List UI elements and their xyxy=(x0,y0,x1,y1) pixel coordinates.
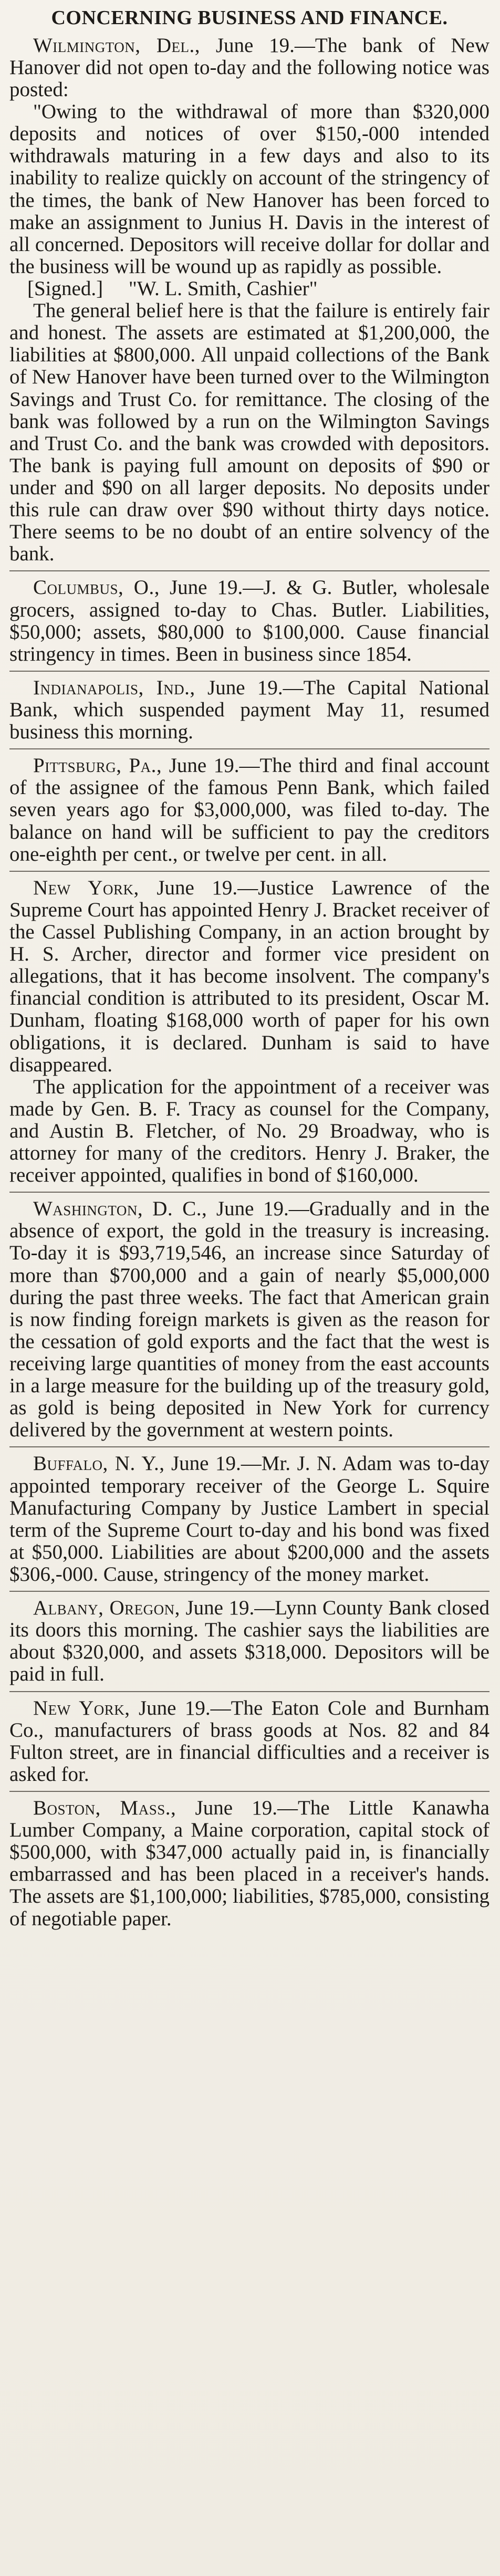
article-paragraph xyxy=(9,1198,489,1441)
article-paragraph xyxy=(9,35,489,101)
divider xyxy=(9,1446,489,1447)
dateline: Columbus, O., xyxy=(33,576,160,599)
article-paragraph: "Owing to the withdrawal of more than $320,000 deposits and notices of over $150,-000 intended withdrawals maturing in a few days and also to its inability to realize quickly on account of the stringency of the times, the bank of New Hanover has been forced to make an assignment to Junius H. Davis in the interest of all concerned. Depositors will receive dollar for dollar and the business will be wound up as rapidly as possible. xyxy=(9,100,489,278)
article-text: June 19.—Gradually and in the absence of export, the gold in the treasury is increasing. To-day it is $93,719,546, an increase since Saturday of more than $700,000 and a gain of nearly $5,000,000 during the past three weeks. The fact that American grain is now finding foreign markets is given as the reason for the cessation of gold exports and the fact that the west is receiving large quantities of money from the east accounts in a large measure for the building up of the treasury gold, as gold is being deposited in New York for currency delivered by the government at western points. xyxy=(9,1197,489,1442)
article-paragraph xyxy=(9,1453,489,1586)
dateline: Boston, Mass., xyxy=(33,1797,176,1819)
article-new-york-eaton xyxy=(9,1697,489,1786)
article-paragraph xyxy=(9,1597,489,1685)
headline: CONCERNING BUSINESS AND FINANCE. xyxy=(51,7,448,29)
dateline: New York, xyxy=(33,876,139,899)
article-text: June 19.—J. & G. Butler, wholesale grocers, assigned to-day to Chas. Butler. Liabilities, $50,000; assets, $80,000 to $100,000. Cause financial stringency in times. Been in business since 1854. xyxy=(9,576,489,665)
dateline: Albany, Oregon, xyxy=(33,1597,180,1620)
dateline: Wilmington, Del., xyxy=(33,34,201,57)
article-paragraph xyxy=(9,755,489,865)
article-text: June 19.—The third and final account of the assignee of the famous Penn Bank, which failed seven years ago for $3,000,000, was filed to-day. The balance on hand will be sufficient to pay the creditors one-eighth per cent., or twelve per cent. in all. xyxy=(9,754,490,865)
signed-name: "W. L. Smith, Cashier" xyxy=(128,277,318,300)
dateline: Buffalo, N. Y., xyxy=(33,1452,165,1475)
article-indianapolis xyxy=(9,677,489,743)
article-text: June 19.—Justice Lawrence of the Supreme Court has appointed Henry J. Bracket receiver of the Cassel Publishing Company, in an action brought by H. S. Archer, director and former vice president on allegations, that it has become insolvent. The company's financial condition is attributed to its president, Oscar M. Dunham, floating $168,000 worth of paper for his own obligations, it is declared. Dunham is said to have disappeared. xyxy=(9,876,489,1076)
article-text: June 19.—The bank of New Hanover did not open to-day and the following notice was posted: xyxy=(9,34,489,101)
article-buffalo xyxy=(9,1453,489,1586)
dateline: Indianapolis, Ind., xyxy=(33,676,195,699)
article-text: June 19.—Mr. J. N. Adam was to-day appointed temporary receiver of the George L. Squire Manufacturing Company by Justice Lambert in special term of the Supreme Court to-day and his bond was fixed at $50,000. Liabilities are about $200,000 and the assets $306,-000. Cause, stringency of the money market. xyxy=(9,1452,489,1586)
article-paragraph xyxy=(9,877,489,1076)
article-text: June 19.—The Eaton Cole and Burnham Co., manufacturers of brass goods at Nos. 82 and 84 Fulton street, are in financial difficulties and a receiver is asked for. xyxy=(9,1696,490,1786)
article-pittsburg xyxy=(9,755,489,865)
divider xyxy=(9,1691,489,1692)
article-paragraph: The general belief here is that the failure is entirely fair and honest. The assets are estimated at $1,200,000, the liabilities at $800,000. All unpaid collections of the Bank of New Hanover have been turned over to the Wilmington Savings and Trust Co. for remittance. The closing of the bank was followed by a run on the Wilmington Savings and Trust Co. and the bank was crowded with depositors. The bank is paying full amount on deposits of $90 or under and $90 on all larger deposits. No deposits under this rule can draw over $90 without thirty days notice. There seems to be no doubt of an entire solvency of the bank. xyxy=(9,299,489,566)
dateline: Washington, D. C., xyxy=(33,1197,207,1221)
article-boston xyxy=(9,1797,489,1930)
divider xyxy=(9,748,489,749)
article-text: June 19.—The Little Kanawha Lumber Company, a Maine corporation, capital stock of $500,000, with $347,000 actually paid in, is financially embarrassed and has been placed in a receiver's hands. The assets are $1,100,000; liabilities, $785,000, consisting of negotiable paper. xyxy=(9,1797,489,1930)
article-text: June 19.—The Capital National Bank, which suspended payment May 11, resumed business this morning. xyxy=(9,676,489,744)
dateline: Pittsburg, Pa., xyxy=(33,754,162,777)
divider xyxy=(9,1591,489,1592)
article-columbus xyxy=(9,577,489,665)
signature-line xyxy=(9,278,489,300)
divider xyxy=(9,1192,489,1193)
article-washington xyxy=(9,1198,489,1441)
divider xyxy=(9,570,489,571)
article-new-york-cassel xyxy=(9,877,489,1187)
signed-label: [Signed.] xyxy=(27,277,103,300)
divider xyxy=(9,871,489,872)
article-albany xyxy=(9,1597,489,1685)
article-wilmington xyxy=(9,35,489,566)
divider xyxy=(9,1791,489,1792)
article-paragraph xyxy=(9,1797,489,1930)
article-paragraph: The application for the appointment of a receiver was made by Gen. B. F. Tracy as counsel for the Company, and Austin B. Fletcher, of No. 29 Broadway, who is attorney for many of the creditors. Henry J. Braker, the receiver appointed, qualifies in bond of $160,000. xyxy=(9,1075,489,1187)
article-text: June 19.—Lynn County Bank closed its doors this morning. The cashier says the liabilities are about $320,000, and assets $318,000. Depositors will be paid in full. xyxy=(9,1597,489,1686)
dateline: New York, xyxy=(33,1696,130,1719)
article-paragraph xyxy=(9,677,489,743)
article-paragraph xyxy=(9,1697,489,1786)
article-paragraph xyxy=(9,577,489,665)
divider xyxy=(9,671,489,672)
